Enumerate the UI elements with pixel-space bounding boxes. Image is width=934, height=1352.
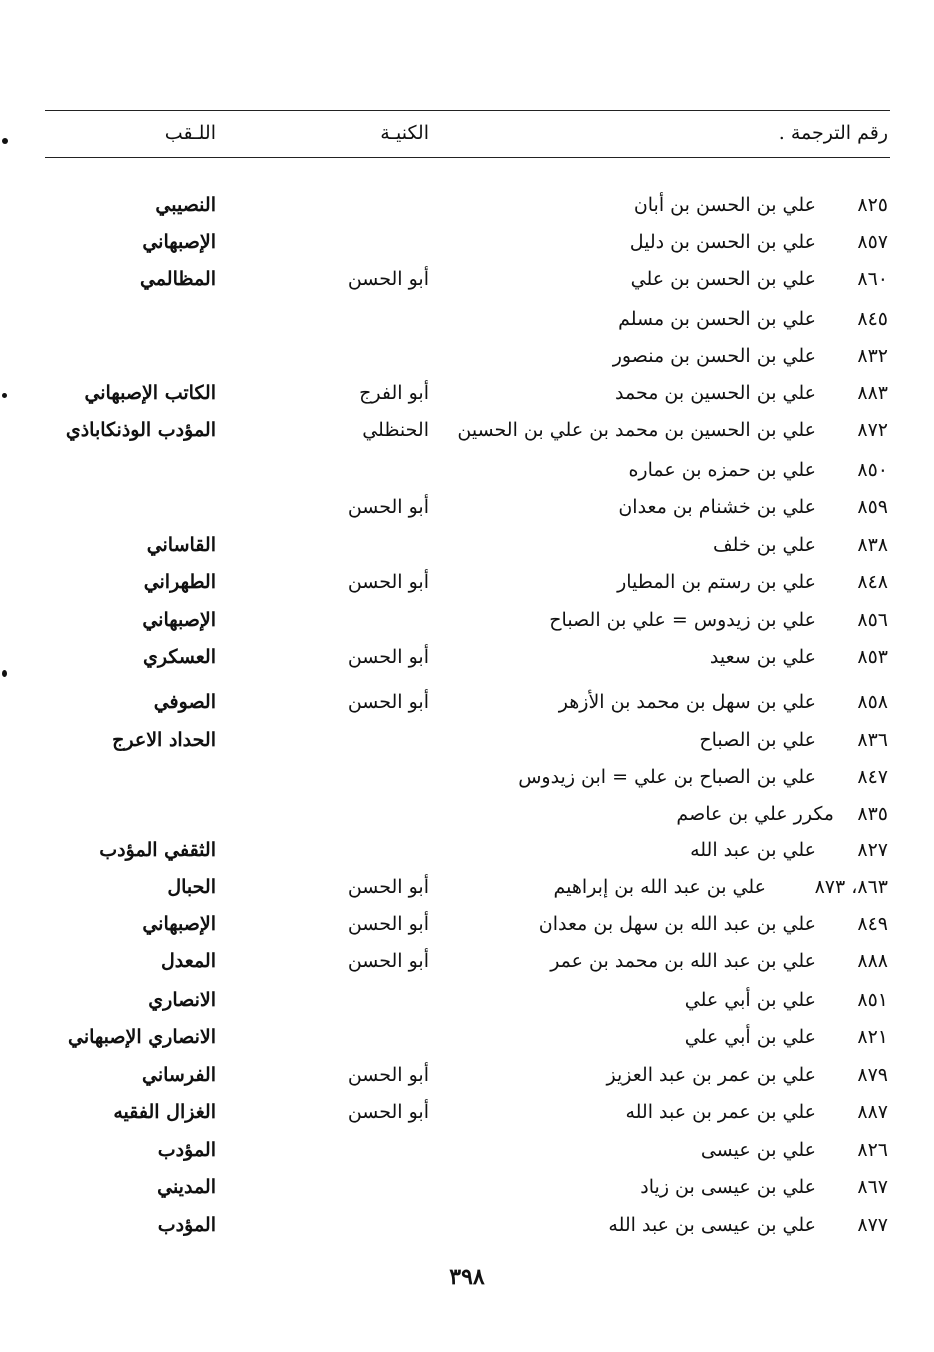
entry-number: ٨٦٣، ٨٧٣ bbox=[814, 876, 888, 898]
entry-name: مكرر علي بن عاصم bbox=[676, 803, 834, 825]
entry-laqab: المديني bbox=[157, 1176, 216, 1198]
table-row bbox=[0, 762, 934, 796]
entry-number: ٨٦٠ bbox=[857, 268, 888, 290]
table-row bbox=[0, 1210, 934, 1244]
entry-kunya: أبو الحسن bbox=[347, 496, 429, 518]
table-row bbox=[0, 835, 934, 869]
header-laqab-label: اللـقب bbox=[164, 122, 216, 144]
table-row bbox=[0, 1135, 934, 1169]
entry-laqab: الكاتب الإصبهاني bbox=[84, 382, 216, 404]
table-row bbox=[0, 492, 934, 526]
entry-kunya: أبو الحسن bbox=[347, 950, 429, 972]
entry-laqab: المؤدب bbox=[157, 1139, 216, 1161]
entry-laqab: الإصبهاني bbox=[142, 609, 216, 631]
header-number-label: رقم الترجمة . bbox=[778, 122, 888, 144]
table-row bbox=[0, 985, 934, 1019]
header-kunya-label: الكنيـة bbox=[380, 122, 429, 144]
entry-kunya: أبو الحسن bbox=[347, 268, 429, 290]
entry-name: علي بن خشنام بن معدان bbox=[618, 496, 816, 518]
entry-laqab: الحبال bbox=[167, 876, 216, 898]
entry-laqab: الصوفي bbox=[153, 691, 216, 713]
entry-laqab: الغزال الفقيه bbox=[113, 1101, 216, 1123]
entry-number: ٨٨٧ bbox=[857, 1101, 888, 1123]
entry-laqab: النصيبي bbox=[155, 194, 216, 216]
entry-number: ٨٤٩ bbox=[857, 913, 888, 935]
table-row bbox=[0, 1022, 934, 1056]
table-row bbox=[0, 946, 934, 980]
entry-name: علي بن عبد الله bbox=[690, 839, 816, 861]
table-row bbox=[0, 378, 934, 412]
table-row bbox=[0, 642, 934, 676]
entry-name: علي بن عيسى بن زياد bbox=[640, 1176, 816, 1198]
entry-laqab: الإصبهاني bbox=[142, 231, 216, 253]
entry-laqab: المظالمي bbox=[139, 268, 216, 290]
entry-kunya: أبو الحسن bbox=[347, 1064, 429, 1086]
entry-number: ٨٥٠ bbox=[857, 459, 888, 481]
entry-name: علي بن عمر بن عبد الله bbox=[625, 1101, 816, 1123]
entry-laqab: القاساني bbox=[146, 534, 216, 556]
entry-kunya: الحنظلي bbox=[362, 419, 429, 441]
table-row bbox=[0, 264, 934, 298]
entry-number: ٨٥٨ bbox=[857, 691, 888, 713]
table-row bbox=[0, 341, 934, 375]
entry-name: علي بن الحسن بن علي bbox=[630, 268, 816, 290]
entry-number: ٨٧٢ bbox=[857, 419, 888, 441]
entry-name: علي بن الحسين بن محمد بن علي بن الحسين bbox=[457, 419, 816, 441]
entry-laqab: المؤدب bbox=[157, 1214, 216, 1236]
table-row bbox=[0, 1060, 934, 1094]
entry-name: علي بن سعيد bbox=[709, 646, 816, 668]
table-row bbox=[0, 567, 934, 601]
table-row bbox=[0, 872, 934, 906]
entry-number: ٨٦٧ bbox=[857, 1176, 888, 1198]
entry-kunya: أبو الحسن bbox=[347, 646, 429, 668]
entry-number: ٨٨٨ bbox=[857, 950, 888, 972]
entry-number: ٨٣٨ bbox=[857, 534, 888, 556]
margin-dot bbox=[2, 138, 8, 144]
entry-name: علي بن الحسن بن مسلم bbox=[618, 308, 816, 330]
table-row bbox=[0, 725, 934, 759]
entry-number: ٨٤٧ bbox=[857, 766, 888, 788]
entry-name: علي بن الحسن بن دليل bbox=[629, 231, 816, 253]
entry-kunya: أبو الحسن bbox=[347, 1101, 429, 1123]
entry-name: علي بن الصباح بن علي = ابن زيدوس bbox=[518, 766, 816, 788]
page-number: ٣٩٨ bbox=[449, 1264, 485, 1290]
entry-number: ٨٨٣ bbox=[857, 382, 888, 404]
entry-number: ٨٢٧ bbox=[857, 839, 888, 861]
header-top-rule bbox=[45, 110, 890, 111]
entry-kunya: أبو الحسن bbox=[347, 913, 429, 935]
entry-laqab: العسكري bbox=[142, 646, 216, 668]
entry-number: ٨٤٨ bbox=[857, 571, 888, 593]
entry-laqab: الفرساني bbox=[142, 1064, 216, 1086]
entry-number: ٨٣٢ bbox=[857, 345, 888, 367]
entry-name: علي بن الحسن بن أبان bbox=[633, 194, 816, 216]
table-row bbox=[0, 190, 934, 224]
entry-number: ٨٥١ bbox=[857, 989, 888, 1011]
table-row bbox=[0, 1097, 934, 1131]
entry-name: علي بن عبد الله بن سهل بن معدان bbox=[538, 913, 816, 935]
table-row bbox=[0, 304, 934, 338]
entry-laqab: الطهراني bbox=[143, 571, 216, 593]
entry-number: ٨٥٧ bbox=[857, 231, 888, 253]
table-row bbox=[0, 227, 934, 261]
entry-number: ٨٤٥ bbox=[857, 308, 888, 330]
entry-number: ٨٢١ bbox=[857, 1026, 888, 1048]
entry-name: علي بن عبد الله بن إبراهيم bbox=[553, 876, 766, 898]
entry-name: علي بن الحسين بن محمد bbox=[614, 382, 816, 404]
entry-number: ٨٥٩ bbox=[857, 496, 888, 518]
table-row bbox=[0, 909, 934, 943]
entry-number: ٨٥٦ bbox=[857, 609, 888, 631]
table-row bbox=[0, 1172, 934, 1206]
entry-number: ٨٧٧ bbox=[857, 1214, 888, 1236]
entry-laqab: الانصاري الإصبهاني bbox=[68, 1026, 216, 1048]
table-row bbox=[0, 530, 934, 564]
margin-dot bbox=[2, 670, 7, 677]
entry-laqab: الحداد الاعرج bbox=[112, 729, 216, 751]
entry-kunya: أبو الفرج bbox=[359, 382, 429, 404]
table-row bbox=[0, 799, 934, 833]
entry-laqab: المعدل bbox=[161, 950, 216, 972]
entry-name: علي بن سهل بن محمد بن الأزهر bbox=[558, 691, 816, 713]
entry-name: علي بن عمر بن عبد العزيز bbox=[606, 1064, 816, 1086]
entry-name: علي بن عبد الله بن محمد بن عمر bbox=[550, 950, 816, 972]
entry-laqab: الثقفي المؤدب bbox=[99, 839, 216, 861]
entry-laqab: الانصاري bbox=[148, 989, 216, 1011]
table-row bbox=[0, 415, 934, 449]
entry-name: علي بن أبي علي bbox=[684, 989, 816, 1011]
entry-name: علي بن عيسى bbox=[700, 1139, 816, 1161]
header-bottom-rule bbox=[45, 157, 890, 158]
entry-name: علي بن خلف bbox=[713, 534, 816, 556]
table-row bbox=[0, 605, 934, 639]
table-row bbox=[0, 455, 934, 489]
entry-number: ٨٥٣ bbox=[857, 646, 888, 668]
entry-kunya: أبو الحسن bbox=[347, 876, 429, 898]
entry-name: علي بن الحسن بن منصور bbox=[612, 345, 816, 367]
entry-kunya: أبو الحسن bbox=[347, 691, 429, 713]
entry-name: علي بن أبي علي bbox=[684, 1026, 816, 1048]
entry-number: ٨٢٦ bbox=[857, 1139, 888, 1161]
table-row bbox=[0, 687, 934, 721]
margin-dot bbox=[2, 393, 7, 398]
entry-name: علي بن الصباح bbox=[699, 729, 816, 751]
entry-name: علي بن رستم بن المطيار bbox=[617, 571, 816, 593]
entry-number: ٨٧٩ bbox=[857, 1064, 888, 1086]
entry-kunya: أبو الحسن bbox=[347, 571, 429, 593]
entry-name: علي بن زيدوس = علي بن الصباح bbox=[549, 609, 816, 631]
entry-laqab: المؤدب الوذنكاباذي bbox=[65, 419, 216, 441]
entry-number: ٨٢٥ bbox=[857, 194, 888, 216]
entry-number: ٨٣٦ bbox=[857, 729, 888, 751]
entry-laqab: الإصبهاني bbox=[142, 913, 216, 935]
entry-name: علي بن عيسى بن عبد الله bbox=[608, 1214, 816, 1236]
entry-number: ٨٣٥ bbox=[857, 803, 888, 825]
entry-name: علي بن حمزه بن عماره bbox=[628, 459, 816, 481]
